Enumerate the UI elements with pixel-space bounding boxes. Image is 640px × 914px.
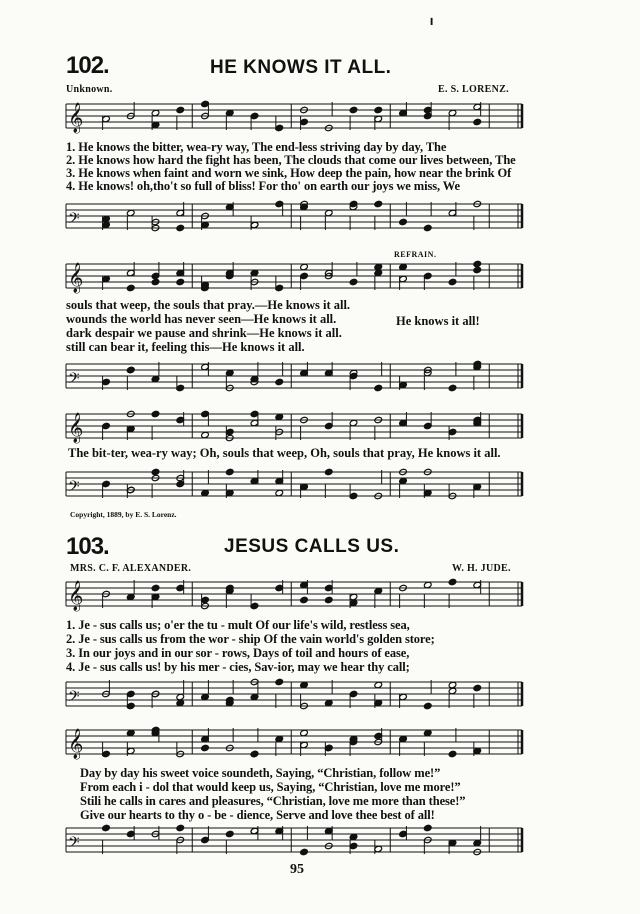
verse-line: 3. In our joys and in our sor - rows, Days of toil and hours of ease, bbox=[66, 646, 410, 660]
treble-clef-icon: 𝄞 bbox=[68, 413, 84, 443]
bass-clef-icon: 𝄢 bbox=[68, 834, 80, 855]
note-icon bbox=[374, 384, 383, 391]
note-icon bbox=[448, 578, 457, 585]
verse-line: 2. He knows how hard the fight has been, The clouds that come our lives between, The bbox=[66, 153, 516, 167]
music-staff-bass bbox=[0, 356, 640, 402]
note-icon bbox=[423, 824, 432, 831]
hymn-title: HE KNOWS IT ALL. bbox=[210, 57, 392, 78]
note-icon bbox=[349, 278, 358, 285]
note-icon bbox=[151, 468, 160, 475]
treble-clef-icon: 𝄞 bbox=[68, 263, 84, 293]
verse-line: 1. He knows the bitter, wea-ry way, The end-less striving day by day, The bbox=[66, 140, 447, 154]
treble-clef-icon: 𝄞 bbox=[68, 103, 84, 133]
note-icon bbox=[275, 678, 284, 685]
verse-line: Give our hearts to thy o - be - dience, Serve and love thee best of all! bbox=[80, 808, 435, 822]
bass-clef-icon: 𝄢 bbox=[68, 688, 80, 709]
note-icon bbox=[151, 410, 160, 417]
note-icon bbox=[374, 200, 383, 207]
verse-line: From each i - dol that would keep us, Saying, “Christian, love me more!” bbox=[80, 780, 461, 794]
note-icon bbox=[275, 378, 284, 385]
note-icon bbox=[473, 684, 482, 691]
verse-ending: dark despair we pause and shrink—He knows it all. bbox=[66, 326, 342, 340]
note-icon bbox=[423, 702, 432, 709]
note-icon bbox=[324, 596, 333, 603]
verse-line: 4. Je - sus calls us! by his mer - cies, Sav-ior, may we hear thy call; bbox=[66, 660, 410, 674]
note-icon bbox=[176, 224, 185, 231]
music-staff-bass bbox=[0, 674, 640, 720]
verse-line: 3. He knows when faint and worn we sink, How deep the pain, how near the brink Of bbox=[66, 166, 512, 180]
hymn-title: JESUS CALLS US. bbox=[224, 536, 400, 557]
bass-clef-icon: 𝄢 bbox=[68, 370, 80, 391]
music-staff-bass bbox=[0, 464, 640, 510]
copyright-notice: Copyright, 1889, by E. S. Lorenz. bbox=[70, 510, 177, 519]
note-icon bbox=[126, 366, 135, 373]
music-staff-treble bbox=[0, 96, 640, 142]
note-icon bbox=[151, 278, 160, 285]
verse-line: Stili he calls in cares and pleasures, “Christian, love me more than these!” bbox=[80, 794, 466, 808]
note-icon bbox=[448, 750, 457, 757]
note-icon bbox=[349, 106, 358, 113]
words-credit: Unknown. bbox=[66, 84, 113, 95]
note-icon bbox=[473, 260, 482, 267]
verse-ending: still can bear it, feeling this—He knows it all. bbox=[66, 340, 305, 354]
verse-ending: souls that weep, the souls that pray.—He knows it all. bbox=[66, 298, 351, 312]
music-staff-treble bbox=[0, 256, 640, 302]
note-icon bbox=[374, 106, 383, 113]
treble-clef-icon: 𝄞 bbox=[68, 729, 84, 759]
music-credit: W. H. JUDE. bbox=[452, 563, 511, 574]
hymn-number: 103. bbox=[66, 533, 109, 560]
note-icon bbox=[102, 824, 111, 831]
note-icon bbox=[225, 830, 234, 837]
verse-line: Day by day his sweet voice soundeth, Saying, “Christian, follow me!” bbox=[80, 766, 441, 780]
note-icon bbox=[473, 118, 482, 125]
verse-line: 1. Je - sus calls us; o'er the tu - mult Of our life's wild, restless sea, bbox=[66, 618, 410, 632]
note-icon bbox=[399, 218, 408, 225]
note-icon bbox=[126, 284, 135, 291]
note-icon bbox=[448, 384, 457, 391]
refrain-echo: He knows it all! bbox=[396, 314, 480, 328]
music-staff-bass bbox=[0, 196, 640, 242]
hymn-number: 102. bbox=[66, 52, 109, 79]
words-credit: MRS. C. F. ALEXANDER. bbox=[70, 563, 192, 574]
note-icon bbox=[324, 468, 333, 475]
music-staff-treble bbox=[0, 722, 640, 768]
bass-clef-icon: 𝄢 bbox=[68, 478, 80, 499]
note-icon bbox=[300, 848, 309, 855]
note-icon bbox=[448, 278, 457, 285]
music-staff-bass bbox=[0, 820, 640, 866]
page-number: 95 bbox=[290, 862, 304, 877]
refrain-line: The bit-ter, wea-ry way; Oh, souls that weep, Oh, souls that pray, He knows it all. bbox=[68, 446, 501, 460]
refrain-label: REFRAIN. bbox=[394, 250, 437, 259]
mark: ╹ bbox=[428, 18, 436, 32]
verse-ending: wounds the world has never seen—He knows it all. bbox=[66, 312, 337, 326]
note-icon bbox=[176, 106, 185, 113]
treble-clef-icon: 𝄞 bbox=[68, 581, 84, 611]
note-icon bbox=[201, 744, 210, 751]
music-credit: E. S. LORENZ. bbox=[438, 84, 509, 95]
music-staff-treble bbox=[0, 574, 640, 620]
verse-line: 2. Je - sus calls us from the wor - ship Of the vain world's golden store; bbox=[66, 632, 435, 646]
note-icon bbox=[151, 584, 160, 591]
note-icon bbox=[176, 824, 185, 831]
verse-line: 4. He knows! oh,tho't so full of bliss! For tho' on earth our joys we miss, We bbox=[66, 179, 460, 193]
bass-clef-icon: 𝄢 bbox=[68, 210, 80, 231]
note-icon bbox=[473, 266, 482, 273]
note-icon bbox=[300, 596, 309, 603]
note-icon bbox=[423, 224, 432, 231]
note-icon bbox=[176, 278, 185, 285]
note-icon bbox=[225, 468, 234, 475]
